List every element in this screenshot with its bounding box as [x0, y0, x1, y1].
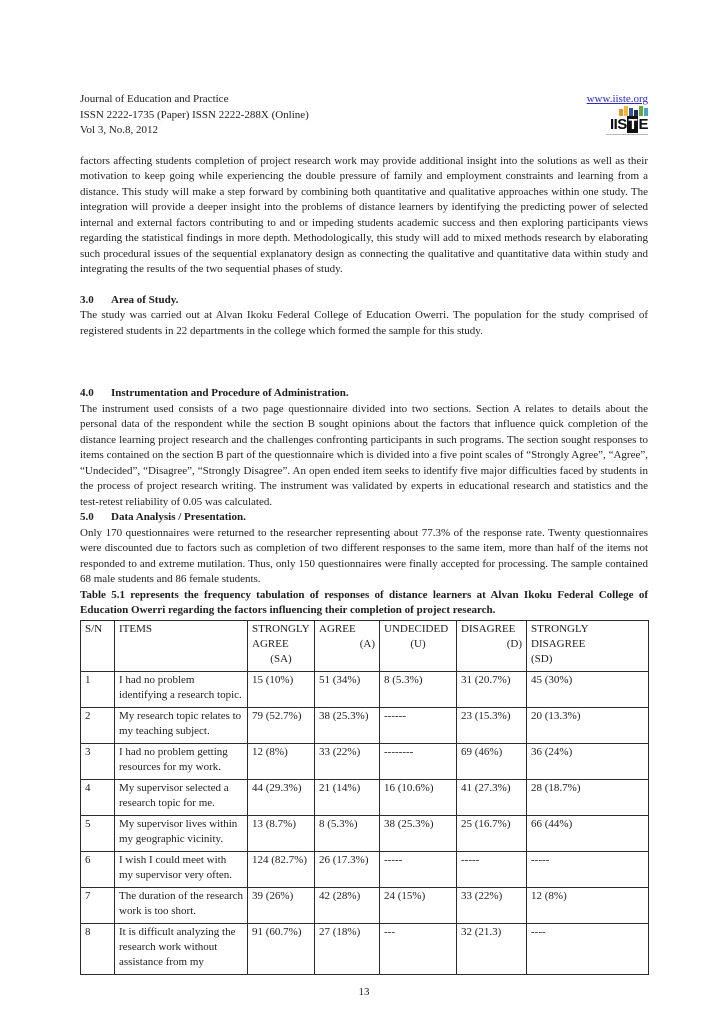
cell-u: ----- — [380, 851, 457, 887]
cell-d: 31 (20.7%) — [457, 671, 527, 707]
cell-d: ----- — [457, 851, 527, 887]
frequency-table-body — [81, 671, 649, 974]
cell-d: 33 (22%) — [457, 887, 527, 923]
cell-a: 26 (17.3%) — [315, 851, 380, 887]
cell-items: The duration of the research work is too short. — [115, 887, 248, 923]
cell-a: 42 (28%) — [315, 887, 380, 923]
cell-sd: 12 (8%) — [527, 887, 649, 923]
cell-sd: 28 (18.7%) — [527, 779, 649, 815]
cell-sd: 36 (24%) — [527, 743, 649, 779]
section-5-text: Only 170 questionnaires were returned to the researcher representing about 77.3% of the response rate. Twenty questionnaires were discounted due to factors such as completion of two different responses to the same item, more than half of the items not responded to and extreme mutilation. Thus, only 150 questionnaires were finally accepted for processing. The sample contained 68 male students and 86 female students. — [80, 526, 648, 585]
table-row — [81, 815, 649, 851]
cell-u: -------- — [380, 743, 457, 779]
page-number: 13 — [358, 985, 370, 998]
cell-sd: 20 (13.3%) — [527, 707, 649, 743]
cell-d: 23 (15.3%) — [457, 707, 527, 743]
table-row — [81, 887, 649, 923]
frequency-table — [80, 620, 649, 975]
cell-sa: 12 (8%) — [248, 743, 315, 779]
cell-items: My supervisor selected a research topic for me. — [115, 779, 248, 815]
cell-sa: 91 (60.7%) — [248, 923, 315, 974]
cell-sa: 124 (82.7%) — [248, 851, 315, 887]
section-heading-3: 3.0 Area of Study. — [80, 293, 179, 306]
table-row — [81, 671, 649, 707]
cell-a: 38 (25.3%) — [315, 707, 380, 743]
table-row — [81, 743, 649, 779]
cell-sa: 79 (52.7%) — [248, 707, 315, 743]
cell-u: --- — [380, 923, 457, 974]
logo-bar — [619, 109, 623, 116]
iiste-logo-bars-icon — [606, 106, 648, 116]
journal-issn: ISSN 2222-1735 (Paper) ISSN 2222-288X (Online) — [80, 108, 309, 121]
cell-d: 69 (46%) — [457, 743, 527, 779]
cell-items: My research topic relates to my teaching subject. — [115, 707, 248, 743]
column-header-a: AGREE (A) — [315, 620, 380, 671]
cell-items: I had no problem getting resources for my work. — [115, 743, 248, 779]
logo-bar — [629, 108, 633, 116]
cell-sd: 45 (30%) — [527, 671, 649, 707]
logo-rule — [606, 134, 648, 135]
cell-sd: ----- — [527, 851, 649, 887]
cell-a: 8 (5.3%) — [315, 815, 380, 851]
frequency-table-header — [81, 620, 649, 671]
cell-sn: 7 — [81, 887, 115, 923]
journal-volume: Vol 3, No.8, 2012 — [80, 124, 159, 136]
table-caption: Table 5.1 represents the frequency tabulation of responses of distance learners at Alvan Ikoku Federal College of Education Owerri regarding the factors influencing their completion of project research. — [80, 588, 648, 616]
journal-title: Journal of Education and Practice — [80, 93, 229, 105]
cell-a: 21 (14%) — [315, 779, 380, 815]
cell-a: 33 (22%) — [315, 743, 380, 779]
cell-items: I wish I could meet with my supervisor very often. — [115, 851, 248, 887]
cell-items: My supervisor lives within my geographic vicinity. — [115, 815, 248, 851]
cell-sn: 1 — [81, 671, 115, 707]
intro-paragraph: factors affecting students completion of project research work may provide additional insight into the solutions as well as their motivation to keep going while experiencing the double pressure of family and employment constraints and learning from a distance. This study will make a step forward by combining both quantitative and qualitative approaches within one study. The integration will provide a deeper insight into the problems of distance learners by identifying the predicting power of selected internal and external factors contributing to and or impeding students academic success and then exploring participants views regarding the statistical findings in more depth. Methodologically, this study will add to mixed methods research by elaborating such procedural issues of the sequential explanatory design as connecting the qualitative and quantitative data within study and integrating the results of the two sequential phases of study. — [80, 154, 648, 275]
logo-bar — [624, 106, 628, 116]
column-header-u: UNDECIDED (U) — [380, 620, 457, 671]
journal-website-link[interactable]: www.iiste.org — [586, 93, 648, 105]
header-row — [81, 620, 649, 671]
cell-items: It is difficult analyzing the research work without assistance from my — [115, 923, 248, 974]
cell-sn: 2 — [81, 707, 115, 743]
logo-bar — [644, 108, 648, 116]
section-4-text: The instrument used consists of a two page questionnaire divided into two sections. Section A relates to details about the personal data of the respondent while the section B sought opinions about the factors that influence quick completion of the distance learning project research and the challenges confronting participants in such programs. The section sought responses to items contained on the section B part of the questionnaire which is divided into a five point scales of “Strongly Agree”, “Agree”, “Undecided”, “Disagree”, “Strongly Disagree”. An open ended item seeks to identify five major difficulties faced by students in the process of project research writing. The instrument was validated by experts in educational research and statistics and the test-retest reliability of 0.05 was calculated. — [80, 402, 648, 508]
section-3-text: The study was carried out at Alvan Ikoku Federal College of Education Owerri. The population for the study comprised of registered students in 22 departments in the college which formed the sample for this study. — [80, 309, 648, 337]
column-header-sa: STRONGLY AGREE (SA) — [248, 620, 315, 671]
cell-sn: 8 — [81, 923, 115, 974]
cell-d: 32 (21.3) — [457, 923, 527, 974]
cell-d: 25 (16.7%) — [457, 815, 527, 851]
cell-u: 8 (5.3%) — [380, 671, 457, 707]
cell-sd: ---- — [527, 923, 649, 974]
table-row — [81, 851, 649, 887]
cell-items: I had no problem identifying a research topic. — [115, 671, 248, 707]
column-header-items: ITEMS — [115, 620, 248, 671]
cell-sa: 15 (10%) — [248, 671, 315, 707]
cell-sa: 44 (29.3%) — [248, 779, 315, 815]
column-header-sn: S/N — [81, 620, 115, 671]
section-heading-5: 5.0 Data Analysis / Presentation. — [80, 511, 246, 523]
column-header-d: DISAGREE (D) — [457, 620, 527, 671]
iiste-logo-text: IIS T E — [609, 116, 648, 133]
cell-a: 27 (18%) — [315, 923, 380, 974]
table-row — [81, 923, 649, 974]
cell-u: 38 (25.3%) — [380, 815, 457, 851]
cell-sa: 39 (26%) — [248, 887, 315, 923]
logo-bar — [639, 106, 643, 116]
cell-sn: 4 — [81, 779, 115, 815]
cell-u: 16 (10.6%) — [380, 779, 457, 815]
cell-u: ------ — [380, 707, 457, 743]
journal-header — [80, 92, 648, 139]
iiste-logo — [606, 106, 648, 135]
section-heading-4: 4.0 Instrumentation and Procedure of Administration. — [80, 387, 349, 399]
table-row — [81, 779, 649, 815]
cell-sd: 66 (44%) — [527, 815, 649, 851]
cell-u: 24 (15%) — [380, 887, 457, 923]
cell-d: 41 (27.3%) — [457, 779, 527, 815]
cell-sn: 3 — [81, 743, 115, 779]
cell-sa: 13 (8.7%) — [248, 815, 315, 851]
cell-sn: 5 — [81, 815, 115, 851]
cell-sn: 6 — [81, 851, 115, 887]
column-header-sd: STRONGLY DISAGREE (SD) — [527, 620, 649, 671]
cell-a: 51 (34%) — [315, 671, 380, 707]
table-row — [81, 707, 649, 743]
